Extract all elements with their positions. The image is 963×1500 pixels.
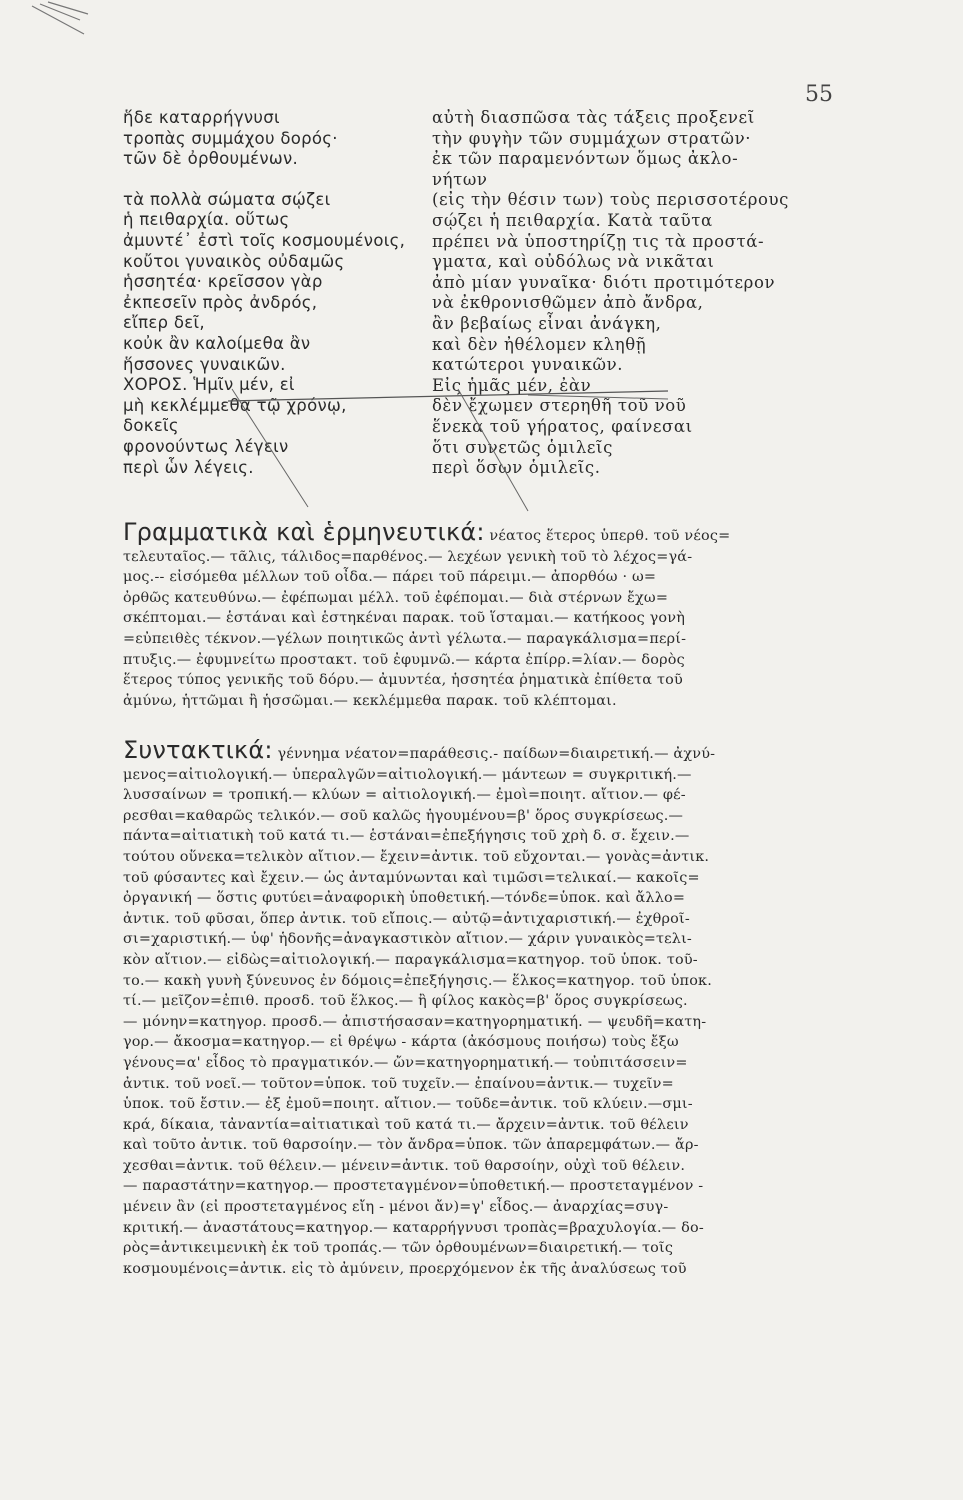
note-line: ρεσθαι=καθαρῶς τελικόν.— σοῦ καλῶς ἡγουμένου=β' ὅρος συγκρίσεως.— [123,807,684,824]
note-line: ἕτερος τύπος γενικῆς τοῦ δόρυ.— ἀμυντέα, ἡσσητέα ῥηματικὰ ἐπίθετα τοῦ [123,672,683,689]
note-line: τούτου οὕνεκα=τελικὸν αἴτιον.— ἔχειν=ἀντικ. τοῦ εὔχονται.— γονὰς=ἀντικ. [123,848,710,865]
translation-line: ἐκ τῶν παραμενόντων ὅμως ἀκλο- [432,149,739,169]
ancient-line: ἥσσονες γυναικῶν. [123,354,286,374]
note-line: ὑποκ. τοῦ ἔστιν.— ἐξ ἐμοῦ=ποιητ. αἴτιον.— τοῦδε=ἀντικ. τοῦ κλύειν.—σμι- [123,1096,693,1113]
note-line: κὸν αἴτιον.— εἰδὼς=αἰτιολογική.— παραγκάλισμα=κατηγορ. τοῦ ὑποκ. τοῦ- [123,951,698,968]
translation-line: δὲν ἔχωμεν στερηθῆ τοῦ νοῦ [432,396,687,416]
pencil-strike-lines [228,387,678,517]
note-line: κρά, δίκαια, τἀναντία=αἰτιατικαὶ τοῦ κατά τι.— ἄρχειν=ἀντικ. τοῦ θέλειν [123,1116,689,1133]
syntax-notes [123,736,843,1279]
ancient-line: περὶ ὧν λέγεις. [123,457,254,477]
translation-line: (εἰς τὴν θέσιν των) τοὺς περισσοτέρους [432,190,789,210]
ancient-line: φρονούντως λέγειν [123,436,289,456]
translation-line: ἀπὸ μίαν γυναῖκα· διότι προτιμότερον [432,272,776,292]
note-line: μένειν ἂν (εἰ προστεταγμένος εἴη - μένοι ἄν)=γ' εἶδος.— ἀναρχίας=συγ- [123,1199,669,1216]
corner-pencil-mark [28,0,98,42]
note-line: γένους=α' εἶδος τὸ πραγματικόν.— ὤν=κατηγορηματική.— τοὐπιτάσσειν= [123,1054,688,1071]
ancient-line: εἴπερ δεῖ, [123,313,205,333]
note-line: ρὸς=ἀντικειμενικὴ ἐκ τοῦ τροπάς.— τῶν ὀρθουμένων=διαιρετική.— τοῖς [123,1240,674,1257]
translation-line: Εἰς ἡμᾶς μέν, ἐὰν [432,375,592,395]
translation-line: νὰ ἐκθρονισθῶμεν ἀπὸ ἄνδρα, [432,293,704,313]
syntax-heading: Συντακτικά: [123,736,273,764]
note-line: γέννημα νέατον=παράθεσις.- παίδων=διαιρετική.— ἀχνύ- [277,746,716,762]
note-line: =εὐπειθὲς τέκνον.—γέλων ποιητικῶς ἀντὶ γέλωτα.— παραγκάλισμα=περί- [123,630,687,647]
note-line: γορ.— ἄκοσμα=κατηγορ.— εἰ θρέψω - κάρτα (ἀκόσμους ποιήσω) τοὺς ἔξω [123,1034,679,1051]
note-line: — παραστάτην=κατηγορ.— προστεταγμένον=ὑποθετική.— προστεταγμένον - [123,1178,704,1195]
note-line: σι=χαριστική.— ὑφ' ἡδονῆς=ἀναγκαστικὸν αἴτιον.— χάριν γυναικὸς=τελι- [123,931,692,948]
ancient-line: ἥδε καταρρήγνυσι [123,108,280,127]
note-line: λυσσαίνων = τροπική.— κλύων = αἰτιολογική.— ἐμοὶ=ποιητ. αἴτιον.— φέ- [123,787,686,804]
note-line: ὀρθῶς κατευθύνω.— ἐφέπωμαι μέλλ. τοῦ ἐφέπομαι.— διὰ στέρνων ἔχω= [123,589,669,606]
ancient-line: ΧΟΡΟΣ. Ἡμῖν μέν, εἰ [123,375,295,395]
grammar-notes-section [123,518,843,711]
ancient-line: τὰ πολλὰ σώματα σῴζει [123,189,331,209]
ancient-line: ἐκπεσεῖν πρὸς ἀνδρός, [123,292,318,312]
note-line: πάντα=αἰτιατικὴ τοῦ κατά τι.— ἑστάναι=ἐπεξήγησις τοῦ χρὴ δ. σ. ἔχειν.— [123,828,690,845]
syntax-notes-section [123,736,843,1279]
ancient-line: ἀμυντέ᾽ ἐστὶ τοῖς κοσμουμένοις, [123,230,406,250]
translation-line: περὶ ὅσων ὁμιλεῖς. [432,458,601,478]
translation-line: καὶ δὲν ἠθέλομεν κληθῇ [432,334,647,354]
translation-line: κατώτεροι γυναικῶν. [432,355,624,375]
note-line: ἀντικ. τοῦ νοεῖ.— τοῦτον=ὑποκ. τοῦ τυχεῖν.— ἐπαίνου=ἀντικ.— τυχεῖν= [123,1075,674,1092]
note-line: πτυξις.— ἐφυμνείτω προστακτ. τοῦ ἐφυμνῶ.— κάρτα ἐπίρρ.=λίαν.— δορὸς [123,651,685,668]
ancient-line: τῶν δὲ ὀρθουμένων. [123,149,299,169]
note-line: καὶ τοῦτο ἀντικ. τοῦ θαρσοίην.— τὸν ἄνδρα=ὑποκ. τῶν ἀπαρεμφάτων.— ἄρ- [123,1137,699,1154]
ancient-line: μὴ κεκλέμμεθα τῷ χρόνῳ, [123,395,347,415]
translation-line: νήτων [432,169,488,189]
note-line: ὀργανική — ὅστις φυτύει=ἀναφορικὴ ὑποθετική.—τόνδε=ὑποκ. καὶ ἄλλο= [123,890,686,907]
ancient-line: κοὐκ ἂν καλοίμεθα ἂν [123,333,311,353]
translation-line: πρέπει νὰ ὑποστηρίζῃ τις τὰ προστά- [432,231,765,251]
page-number: 55 [805,82,833,107]
translation-line: ἂν βεβαίως εἶναι ἀνάγκη, [432,313,662,333]
note-line: — μόνην=κατηγορ. προσδ.— ἀπιστήσασαν=κατηγορηματική. — ψευδῆ=κατη- [123,1013,707,1030]
translation-line: αὐτὴ διασπῶσα τὰς τάξεις προξενεῖ [432,108,755,127]
ancient-line: δοκεῖς [123,416,179,436]
note-line: ἀμύνω, ἡττῶμαι ἢ ἡσσῶμαι.— κεκλέμμεθα παρακ. τοῦ κλέπτομαι. [123,692,617,709]
translation-line: ἕνεκα τοῦ γήρατος, φαίνεσαι [432,416,693,436]
translation-line: ὅτι συνετῶς ὁμιλεῖς [432,437,613,457]
note-line: χεσθαι=ἀντικ. τοῦ θέλειν.— μένειν=ἀντικ. τοῦ θαρσοίην, οὐχὶ τοῦ θέλειν. [123,1157,686,1174]
ancient-line: κοὔτοι γυναικὸς οὐδαμῶς [123,251,345,271]
translation-line: σῴζει ἡ πειθαρχία. Κατὰ ταῦτα [432,210,713,230]
note-line: μος.-- εἰσόμεθα μέλλων τοῦ οἶδα.— πάρει τοῦ πάρειμι.— ἀπορθόω · ω= [123,569,657,586]
note-line: κριτική.— ἀναστάτους=κατηγορ.— καταρρήγνυσι τροπὰς=βραχυλογία.— δο- [123,1219,704,1236]
translation-line: γματα, καὶ οὐδόλως νὰ νικᾶται [432,252,715,272]
note-line: ἀντικ. τοῦ φῦσαι, ὅπερ ἀντικ. τοῦ εἴποις.— αὐτῷ=ἀντιχαριστική.— ἐχθροῖ- [123,910,690,927]
note-line: το.— κακὴ γυνὴ ξύνευνος ἐν δόμοις=ἐπεξήγησις.— ἕλκος=κατηγορ. τοῦ ὑποκ. [123,972,713,989]
ancient-line: τροπὰς συμμάχου δορός· [123,128,338,148]
note-line: τοῦ φύσαντες καὶ ἔχειν.— ὡς ἀνταμύνωνται καὶ τιμῶσι=τελικαί.— κακοῖς= [123,869,700,886]
note-line: νέατος ἕτερος ὑπερθ. τοῦ νέος= [489,528,731,544]
note-line: τί.— μεῖζον=ἐπιθ. προσδ. τοῦ ἕλκος.— ἢ φίλος κακὸς=β' ὅρος συγκρίσεως. [123,993,688,1010]
grammar-notes [123,518,843,711]
note-line: σκέπτομαι.— ἑστάναι καὶ ἑστηκέναι παρακ. τοῦ ἵσταμαι.— κατήκοος γονὴ [123,610,686,627]
translation-line: τὴν φυγὴν τῶν συμμάχων στρατῶν· [432,128,752,148]
ancient-line: ἡ πειθαρχία. οὕτως [123,210,290,230]
note-line: τελευταῖος.— τᾶλις, τάλιδος=παρθένος.— λεχέων γενικὴ τοῦ τὸ λέχος=γά- [123,548,693,565]
note-line: μενος=αἰτιολογική.— ὑπεραλγῶν=αἰτιολογική.— μάντεων = συγκριτική.— [123,766,692,783]
note-line: κοσμουμένοις=ἀντικ. εἰς τὸ ἀμύνειν, προερχόμενον ἐκ τῆς ἀναλύσεως τοῦ [123,1260,687,1277]
grammar-heading: Γραμματικὰ καὶ ἑρμηνευτικά: [123,518,485,546]
ancient-line: ἡσσητέα· κρεῖσσον γὰρ [123,272,323,292]
